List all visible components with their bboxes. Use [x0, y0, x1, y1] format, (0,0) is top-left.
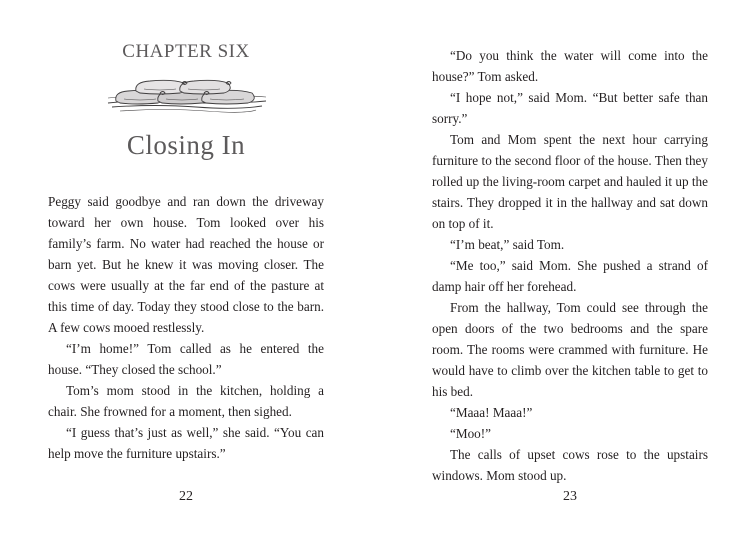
paragraph: Peggy said goodbye and ran down the driveway toward her own house. Tom looked over his family’s farm. No water had reached the house or barn yet. But he knew it was moving closer. The cows were usually at the far end of the pasture at this time of day. Today they stood close to the barn. A few cows mooed restlessly.: [48, 194, 324, 335]
paragraph: “I hope not,” said Mom. “But better safe than sorry.”: [432, 90, 708, 126]
paragraph: “Maaa! Maaa!”: [450, 405, 533, 420]
right-page: [378, 0, 756, 549]
page-number: 22: [179, 489, 193, 504]
chapter-title: Closing In: [126, 130, 246, 160]
paragraph: From the hallway, Tom could see through the open doors of the two bedrooms and the spare room. The rooms were crammed with furniture. He would have to climb over the kitchen table to get to his bed.: [432, 300, 708, 399]
paragraph: Tom and Mom spent the next hour carrying furniture to the second floor of the house. Then they rolled up the living-room carpet and hauled it up the stairs. They dropped it in the hallway and sat down on top of it.: [432, 132, 708, 231]
paragraph: “Do you think the water will come into the house?” Tom asked.: [432, 48, 708, 84]
paragraph: “Me too,” said Mom. She pushed a strand of damp hair off her forehead.: [432, 258, 708, 294]
paragraph: The calls of upset cows rose to the upstairs windows. Mom stood up.: [432, 447, 708, 483]
paragraph: “I guess that’s just as well,” she said. “You can help move the furniture upstairs.”: [48, 425, 324, 461]
left-page-body: [48, 191, 324, 464]
paragraph: “I’m beat,” said Tom.: [450, 237, 565, 252]
paragraph: “I’m home!” Tom called as he entered the house. “They closed the school.”: [48, 341, 324, 377]
sandbags-illustration: [106, 73, 268, 115]
page-number: 23: [563, 489, 577, 504]
paragraph: “Moo!”: [450, 426, 492, 441]
right-page-body: [432, 45, 708, 486]
paragraph: Tom’s mom stood in the kitchen, holding a chair. She frowned for a moment, then sighed.: [48, 383, 324, 419]
chapter-label: CHAPTER SIX: [122, 41, 250, 62]
